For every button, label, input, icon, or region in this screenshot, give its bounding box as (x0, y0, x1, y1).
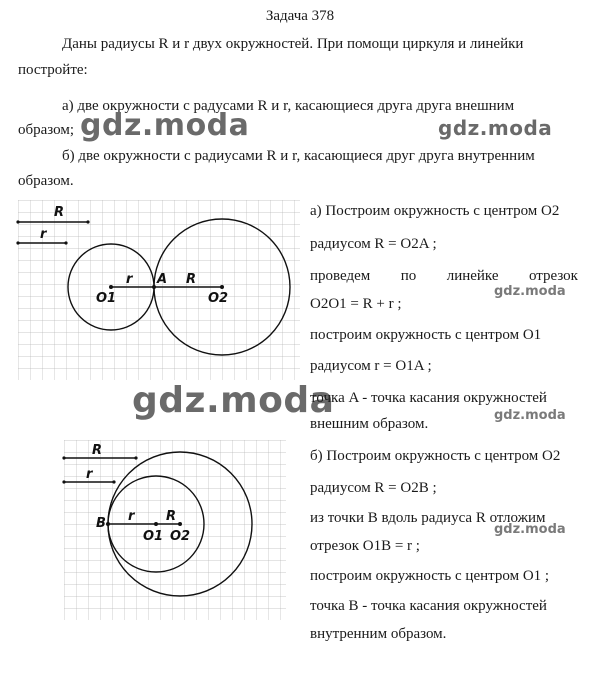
solution-a-line-5: построим окружность с центром O1 (310, 327, 542, 343)
intro-item-b-line-2: образом. (18, 173, 74, 189)
label-A: A (157, 272, 168, 287)
label-R: R (166, 509, 177, 524)
watermark-logo: gdz.moda (494, 284, 566, 299)
label-O2: O2 (208, 291, 229, 306)
label-r: r (128, 509, 135, 524)
solution-b-line-4: отрезок O1B = r ; (310, 538, 420, 554)
solution-a-line-8: внешним образом. (310, 416, 429, 432)
solution-a-line-3 (310, 268, 578, 285)
solution-a-line-4: O2O1 = R + r ; (310, 296, 402, 312)
watermark-logo: gdz.moda (494, 522, 566, 537)
word: линейке (446, 268, 499, 284)
label-seg-R: R (54, 205, 65, 220)
point-B (106, 522, 110, 526)
watermark-logo: gdz.moda (132, 380, 335, 421)
solution-a-line-2: радиусом R = O2A ; (310, 236, 437, 252)
solution-b-line-7: внутренним образом. (310, 626, 447, 642)
word: отрезок (528, 268, 578, 284)
solution-b-line-2: радиусом R = O2B ; (310, 480, 437, 496)
point-O2 (178, 522, 182, 526)
solution-b-line-6: точка B - точка касания окружностей (310, 598, 547, 614)
label-seg-r: r (40, 227, 47, 242)
label-O1: O1 (143, 529, 164, 544)
label-O1: O1 (96, 291, 117, 306)
label-seg-R: R (92, 443, 103, 458)
intro-item-a-line-2: образом; (18, 122, 75, 138)
label-R: R (186, 272, 197, 287)
label-seg-r: r (86, 467, 93, 482)
solution-a-line-6: радиусом r = O1A ; (310, 358, 432, 374)
word: по (400, 268, 417, 284)
solution-b-line-3: из точки B вдоль радиуса R отложим (310, 510, 546, 526)
watermark-logo: gdz.moda (494, 408, 566, 423)
label-r: r (126, 272, 133, 287)
intro-item-b-line-1: б) две окружности с радиусами R и r, касающиеся друг друга внутренним (62, 148, 535, 164)
watermark-logo: gdz.moda (80, 108, 250, 143)
intro-line-1: Даны радиусы R и r двух окружностей. При помощи циркуля и линейки (62, 36, 524, 52)
solution-a-line-1: а) Построим окружность с центром O2 (310, 203, 560, 219)
intro-line-2: постройте: (18, 62, 88, 78)
solution-a-line-7: точка A - точка касания окружностей (310, 390, 547, 406)
intro-item-a-line-1: а) две окружности с радусами R и r, касающиеся друга друга внешним (62, 98, 515, 114)
label-O2: O2 (170, 529, 191, 544)
label-B: B (96, 516, 106, 531)
point-O1 (154, 522, 158, 526)
word: проведем (310, 268, 371, 284)
solution-b-line-1: б) Построим окружность с центром O2 (310, 448, 561, 464)
solution-b-line-5: построим окружность с центром O1 ; (310, 568, 550, 584)
watermark-logo: gdz.moda (438, 116, 553, 140)
problem-title: Задача 378 (265, 8, 335, 24)
